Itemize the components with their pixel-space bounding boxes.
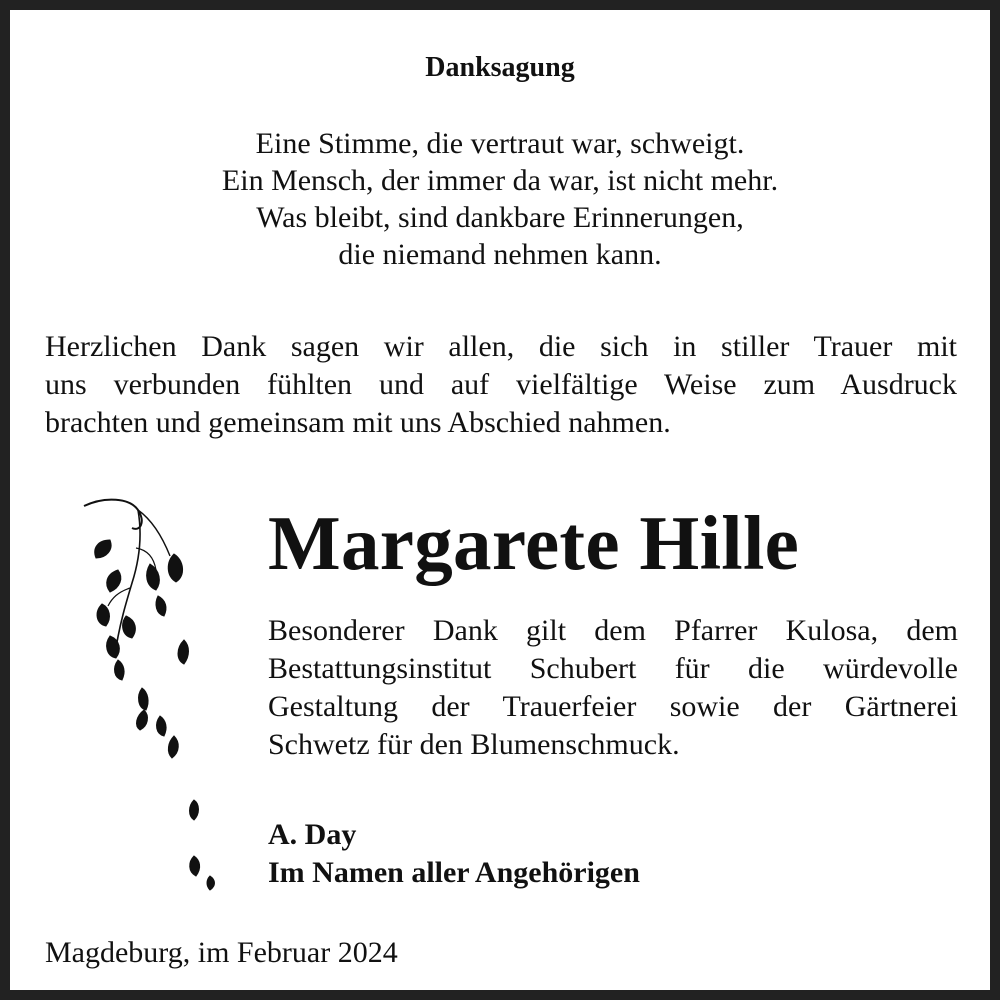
poem-line: die niemand nehmen kann. <box>338 238 662 271</box>
poem-block <box>10 125 990 273</box>
signature-line: Im Namen aller Angehörigen <box>268 856 640 889</box>
thanks-line: brachten und gemeinsam mit uns Abschied nahmen. <box>45 406 671 439</box>
poem-line: Eine Stimme, die vertraut war, schweigt. <box>255 127 745 160</box>
special-thanks-paragraph <box>268 612 958 764</box>
special-thanks-line: Schwetz für den Blumenschmuck. <box>268 728 680 761</box>
special-thanks-line: Bestattungsinstitut Schubert für die würdevolle <box>268 652 958 685</box>
falling-leaves-branch-icon <box>70 488 230 898</box>
poem-line: Was bleibt, sind dankbare Erinnerungen, <box>256 201 744 234</box>
notice-heading: Danksagung <box>425 52 575 83</box>
signature-block <box>268 816 958 892</box>
signature-name: A. Day <box>268 818 357 851</box>
deceased-name: Margarete Hille <box>268 500 800 586</box>
special-thanks-line: Gestaltung der Trauerfeier sowie der Gärtnerei <box>268 690 958 723</box>
special-thanks-line: Besonderer Dank gilt dem Pfarrer Kulosa, dem <box>268 614 958 647</box>
place-date: Magdeburg, im Februar 2024 <box>45 936 398 969</box>
thanks-line: uns verbunden fühlten und auf vielfältige Weise zum Ausdruck <box>45 368 957 401</box>
poem-line: Ein Mensch, der immer da war, ist nicht mehr. <box>221 164 779 197</box>
thanks-paragraph <box>45 328 957 442</box>
thanks-line: Herzlichen Dank sagen wir allen, die sich in stiller Trauer mit <box>45 330 957 363</box>
